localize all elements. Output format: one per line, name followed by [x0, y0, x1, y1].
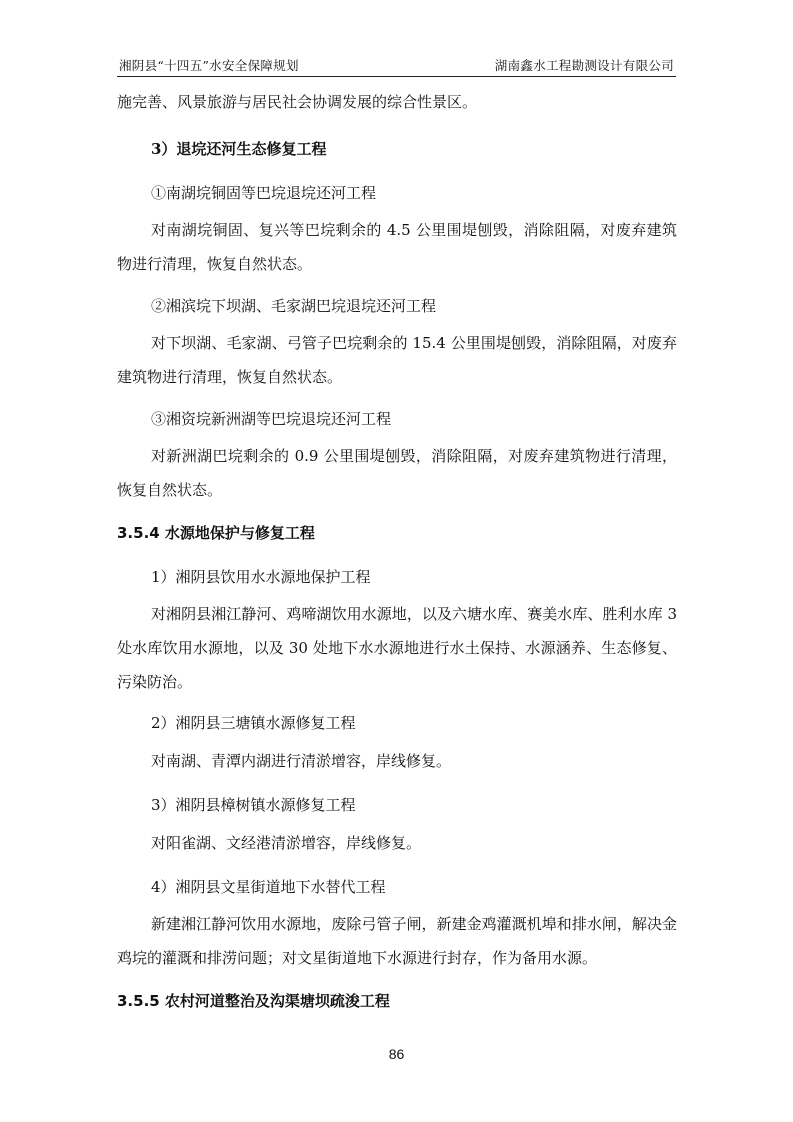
paragraph-wenxing: 新建湘江静河饮用水源地，废除弓管子闸，新建金鸡灌溉机埠和排水闸，解决金鸡垸的灌溉和排涝问题；对文星街道地下水源进行封存，作为备用水源。: [117, 915, 677, 967]
page-header: [117, 52, 676, 77]
item-title-nanhu: ①南湖垸铜固等巴垸退垸还河工程: [151, 184, 377, 202]
header-document-title: 湘阴县“十四五”水安全保障规划: [119, 58, 299, 73]
item-title-wenxing: 4）湘阴县文星街道地下水替代工程: [151, 878, 386, 896]
paragraph-xiangzi: 对新洲湖巴垸剩余的 0.9 公里围堤刨毁，消除阻隔，对废弃建筑物进行清理，恢复自然状态。: [117, 447, 677, 499]
paragraph-continuation: 施完善、风景旅游与居民社会协调发展的综合性景区。: [117, 93, 478, 111]
section-heading-3-5-4: 3.5.4 水源地保护与修复工程: [117, 524, 315, 542]
item-title-xiangzi: ③湘资垸新洲湖等巴垸退垸还河工程: [151, 410, 392, 428]
page-number: 86: [388, 1046, 405, 1062]
paragraph-zhangshu: 对阳雀湖、文经港清淤增容，岸线修复。: [151, 834, 422, 852]
item-title-drinking-water: 1）湘阴县饮用水水源地保护工程: [151, 568, 371, 586]
paragraph-santang: 对南湖、青潭内湖进行清淤增容，岸线修复。: [151, 752, 452, 770]
paragraph-xiangbin: 对下坝湖、毛家湖、弓管子巴垸剩余的 15.4 公里围堤刨毁，消除阻隔，对废弃建筑物进行清理，恢复自然状态。: [117, 334, 677, 386]
item-title-santang: 2）湘阴县三塘镇水源修复工程: [151, 714, 356, 732]
item-title-zhangshu: 3）湘阴县樟树镇水源修复工程: [151, 796, 356, 814]
paragraph-drinking-water: 对湘阴县湘江静河、鸡啼湖饮用水源地，以及六塘水库、赛美水库、胜利水库 3 处水库饮用水源地，以及 30 处地下水水源地进行水土保持、水源涵养、生态修复、污染防治。: [117, 605, 677, 691]
paragraph-nanhu: 对南湖垸铜固、复兴等巴垸剩余的 4.5 公里围堤刨毁，消除阻隔，对废弃建筑物进行清理，恢复自然状态。: [117, 221, 677, 273]
item-title-xiangbin: ②湘滨垸下坝湖、毛家湖巴垸退垸还河工程: [151, 297, 437, 315]
header-company-name: 湖南鑫水工程勘测设计有限公司: [494, 58, 674, 73]
subsection-title-river-restoration: 3）退垸还河生态修复工程: [151, 140, 327, 158]
section-heading-3-5-5: 3.5.5 农村河道整治及沟渠塘坝疏浚工程: [117, 992, 390, 1010]
